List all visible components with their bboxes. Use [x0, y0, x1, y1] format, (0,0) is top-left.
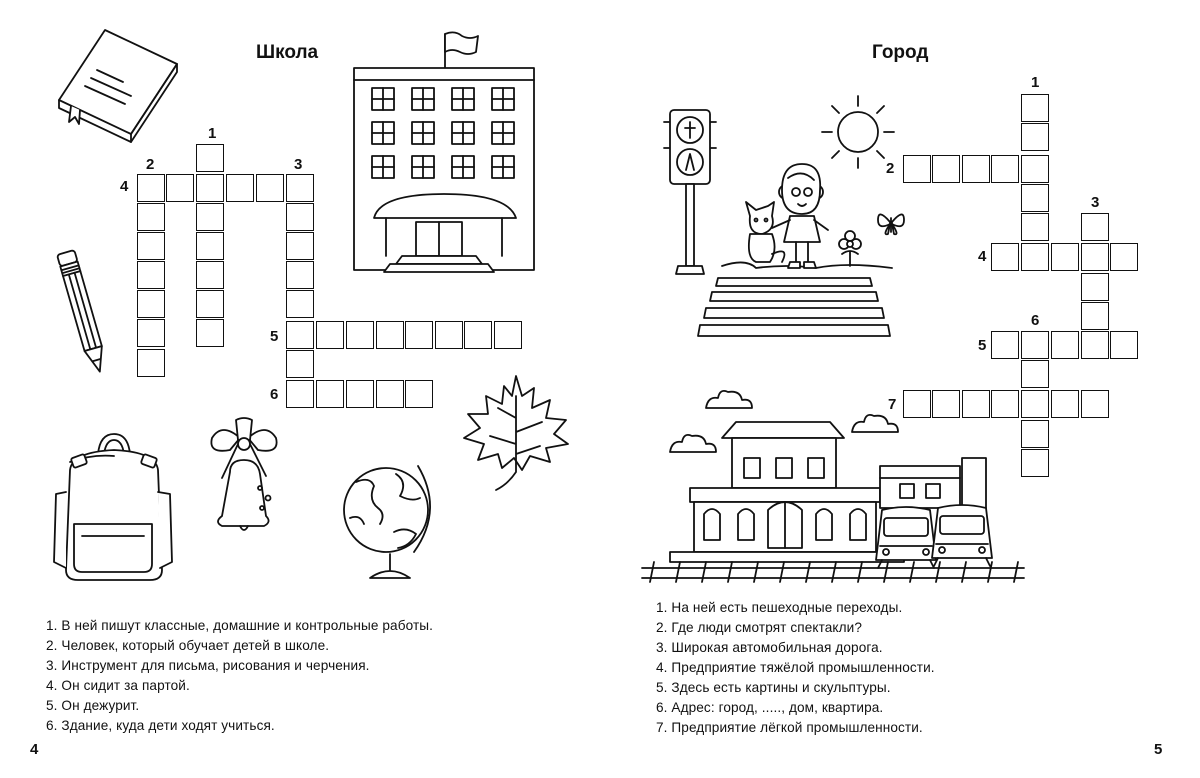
crossword-cell[interactable] — [1081, 243, 1109, 271]
clue-number: 6 — [1031, 312, 1040, 329]
crossword-cell[interactable] — [376, 380, 404, 408]
crossword-cell[interactable] — [1021, 184, 1049, 212]
crossword-cell[interactable] — [286, 350, 314, 378]
crossword-cell[interactable] — [137, 232, 165, 260]
right-title: Город — [872, 42, 929, 63]
crossword-cell[interactable] — [346, 380, 374, 408]
crossword-cell[interactable] — [1021, 390, 1049, 418]
crossword-cell[interactable] — [286, 261, 314, 289]
crossword-cell[interactable] — [226, 174, 254, 202]
crossword-cell[interactable] — [196, 319, 224, 347]
crossword-cell[interactable] — [196, 144, 224, 172]
clue-number: 1 — [1031, 74, 1040, 91]
bell-icon — [200, 416, 290, 536]
crossword-cell[interactable] — [137, 203, 165, 231]
school-building-icon — [350, 30, 540, 275]
clue-text: 7. Предприятие лёгкой промышленности. — [656, 720, 923, 735]
crossword-cell[interactable] — [137, 261, 165, 289]
crossword-cell[interactable] — [346, 321, 374, 349]
globe-icon — [340, 452, 440, 592]
crossword-cell[interactable] — [405, 380, 433, 408]
crossword-cell[interactable] — [464, 321, 492, 349]
crossword-cell[interactable] — [1021, 243, 1049, 271]
backpack-icon — [52, 432, 177, 584]
clue-number: 2 — [886, 160, 895, 177]
clue-number: 7 — [888, 396, 897, 413]
clue-number: 4 — [978, 248, 987, 265]
clue-text: 2. Где люди смотрят спектакли? — [656, 620, 863, 635]
clue-number: 2 — [146, 156, 155, 173]
crossword-cell[interactable] — [256, 174, 284, 202]
crossword-cell[interactable] — [1110, 243, 1138, 271]
crossword-cell[interactable] — [1081, 390, 1109, 418]
crossword-cell[interactable] — [991, 331, 1019, 359]
crossword-cell[interactable] — [1021, 123, 1049, 151]
crossword-cell[interactable] — [196, 261, 224, 289]
crossword-cell[interactable] — [196, 203, 224, 231]
crossword-cell[interactable] — [1110, 331, 1138, 359]
crossword-cell[interactable] — [1081, 302, 1109, 330]
book-icon — [55, 26, 185, 141]
cloud-icon — [704, 388, 754, 410]
clue-text: 3. Широкая автомобильная дорога. — [656, 640, 883, 655]
butterfly-icon — [874, 208, 908, 238]
clue-text: 3. Инструмент для письма, рисования и черчения. — [46, 658, 370, 673]
clue-number: 3 — [294, 156, 303, 173]
left-title: Школа — [256, 42, 319, 63]
clue-number: 1 — [208, 125, 217, 142]
crossword-cell[interactable] — [1051, 390, 1079, 418]
crossword-cell[interactable] — [137, 349, 165, 377]
crossword-cell[interactable] — [316, 321, 344, 349]
crossword-cell[interactable] — [1021, 213, 1049, 241]
crossword-cell[interactable] — [991, 390, 1019, 418]
clue-text: 5. Здесь есть картины и скульптуры. — [656, 680, 891, 695]
maple-leaf-icon — [458, 372, 576, 497]
clue-text: 6. Адрес: город, ....., дом, квартира. — [656, 700, 884, 715]
crossword-cell[interactable] — [137, 290, 165, 318]
crossword-cell[interactable] — [1051, 243, 1079, 271]
crossword-cell[interactable] — [494, 321, 522, 349]
traffic-light-icon — [660, 108, 720, 278]
clue-number: 4 — [120, 178, 129, 195]
clue-text: 4. Он сидит за партой. — [46, 678, 190, 693]
crossword-cell[interactable] — [962, 390, 990, 418]
crossword-cell[interactable] — [1081, 273, 1109, 301]
crossword-cell[interactable] — [286, 174, 314, 202]
crossword-cell[interactable] — [286, 380, 314, 408]
crossword-cell[interactable] — [435, 321, 463, 349]
crossword-cell[interactable] — [166, 174, 194, 202]
crossword-cell[interactable] — [1051, 331, 1079, 359]
crossword-cell[interactable] — [1081, 331, 1109, 359]
pencil-icon — [60, 248, 106, 378]
crossword-cell[interactable] — [962, 155, 990, 183]
page-number: 5 — [1154, 741, 1163, 758]
crossword-cell[interactable] — [1021, 94, 1049, 122]
crossword-cell[interactable] — [196, 232, 224, 260]
crossword-cell[interactable] — [196, 174, 224, 202]
crossword-cell[interactable] — [1021, 155, 1049, 183]
crossword-cell[interactable] — [376, 321, 404, 349]
crossword-cell[interactable] — [286, 290, 314, 318]
clue-number: 6 — [270, 386, 279, 403]
train-icon — [928, 504, 998, 570]
crossword-cell[interactable] — [903, 155, 931, 183]
crossword-cell[interactable] — [286, 232, 314, 260]
clue-list-left — [46, 616, 433, 736]
crossword-cell[interactable] — [903, 390, 931, 418]
crosswalk-icon — [698, 274, 898, 338]
crossword-cell[interactable] — [196, 290, 224, 318]
girl-with-cat-icon — [716, 158, 896, 278]
crossword-cell[interactable] — [286, 203, 314, 231]
crossword-cell[interactable] — [991, 243, 1019, 271]
crossword-cell[interactable] — [316, 380, 344, 408]
crossword-cell[interactable] — [1021, 331, 1049, 359]
clue-text: 2. Человек, который обучает детей в школе. — [46, 638, 330, 653]
clue-text: 6. Здание, куда дети ходят учиться. — [46, 718, 275, 733]
clue-text: 1. На ней есть пешеходные переходы. — [656, 600, 903, 615]
clue-number: 5 — [978, 337, 987, 354]
crossword-cell[interactable] — [286, 321, 314, 349]
clue-text: 4. Предприятие тяжёлой промышленности. — [656, 660, 935, 675]
clue-list-right — [656, 598, 935, 738]
page-right — [600, 0, 1200, 778]
clue-text: 1. В ней пишут классные, домашние и контрольные работы. — [46, 618, 434, 633]
crossword-cell[interactable] — [137, 319, 165, 347]
crossword-cell[interactable] — [405, 321, 433, 349]
crossword-cell[interactable] — [1021, 420, 1049, 448]
crossword-cell[interactable] — [932, 390, 960, 418]
crossword-cell[interactable] — [1021, 360, 1049, 388]
clue-number: 3 — [1091, 194, 1100, 211]
clue-number: 5 — [270, 328, 279, 345]
crossword-cell[interactable] — [137, 174, 165, 202]
crossword-cell[interactable] — [932, 155, 960, 183]
page-number: 4 — [30, 741, 39, 758]
crossword-cell[interactable] — [991, 155, 1019, 183]
crossword-cell[interactable] — [1081, 213, 1109, 241]
clue-text: 5. Он дежурит. — [46, 698, 140, 713]
crossword-cell[interactable] — [1021, 449, 1049, 477]
